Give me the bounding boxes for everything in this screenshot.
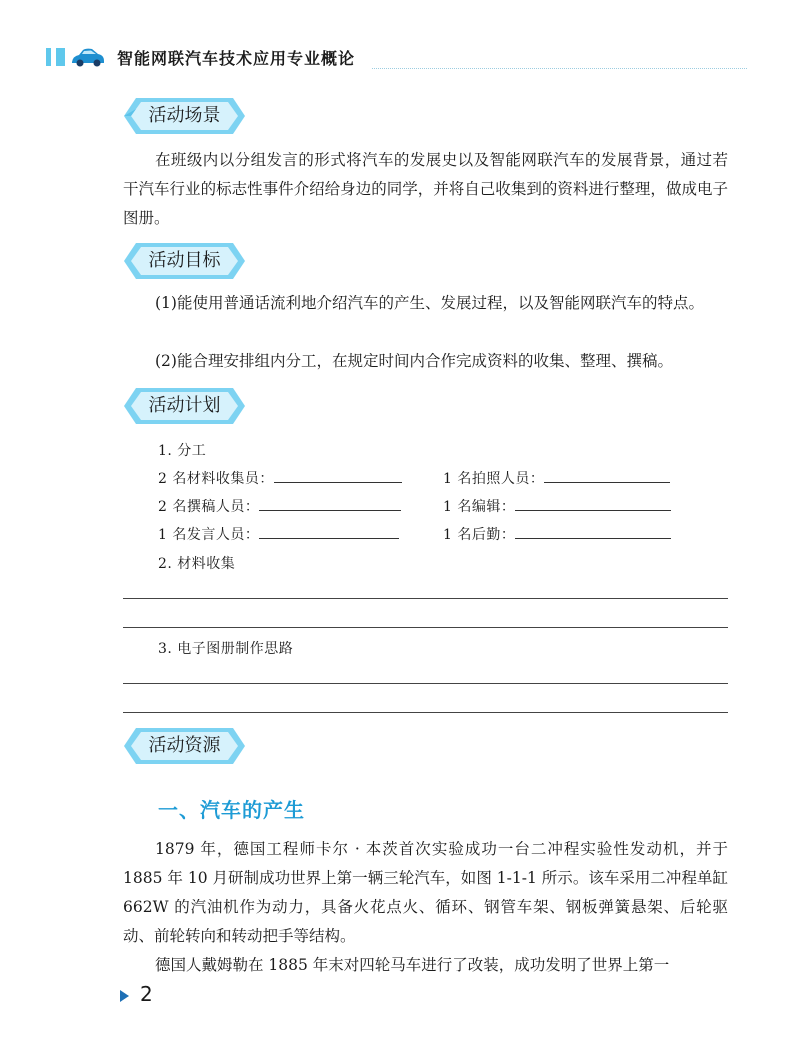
role-label: 2 名材料收集员： <box>158 471 274 487</box>
answer-line[interactable] <box>123 683 728 684</box>
body-paragraph: 1879 年，德国工程师卡尔 · 本茨首次实验成功一台二冲程实验性发动机，并于 1885 年 10 月研制成功世界上第一辆三轮汽车，如图 1-1-1 所示。该车采用二冲程单缸 662W 的汽油机作为动力，具备火花点火、循环、钢管车架、钢板弹簧悬架、后轮驱动、前轮转向和转动把手等结构。 <box>123 840 728 945</box>
car-icon <box>70 43 106 69</box>
badge-activity-goal <box>122 241 247 281</box>
fill-blank[interactable] <box>515 496 671 511</box>
role-label: 1 名编辑： <box>443 499 516 515</box>
fill-blank[interactable] <box>259 496 401 511</box>
role-label: 1 名后勤： <box>443 527 516 543</box>
role-label: 1 名拍照人员： <box>443 471 545 487</box>
role-field[interactable] <box>443 524 671 544</box>
plan-division-title: 1. 分工 <box>158 443 207 459</box>
header-rule <box>372 68 747 69</box>
page-number: 2 <box>140 982 153 1006</box>
answer-line[interactable] <box>123 598 728 599</box>
role-field[interactable] <box>443 496 671 516</box>
page-arrow-icon <box>120 990 129 1002</box>
body-paragraph: 德国人戴姆勒在 1885 年末对四轮马车进行了改装，成功发明了世界上第一 <box>155 956 670 974</box>
badge-label: 活动资源 <box>148 735 221 756</box>
role-field[interactable] <box>158 496 401 516</box>
badge-activity-plan <box>122 386 247 426</box>
page-header <box>0 0 790 80</box>
book-title: 智能网联汽车技术应用专业概论 <box>117 49 356 68</box>
role-label: 1 名发言人员： <box>158 527 260 543</box>
badge-label: 活动计划 <box>148 395 221 416</box>
fill-blank[interactable] <box>544 468 670 483</box>
badge-label: 活动目标 <box>148 250 221 271</box>
header-accent-bar <box>46 48 51 66</box>
header-accent-bar <box>56 48 65 66</box>
section-heading: 一、汽车的产生 <box>158 798 305 822</box>
plan-collect-title: 2. 材料收集 <box>158 556 236 572</box>
role-field[interactable] <box>443 468 670 488</box>
badge-activity-resource <box>122 726 247 766</box>
fill-blank[interactable] <box>515 524 671 539</box>
scene-paragraph: 在班级内以分组发言的形式将汽车的发展史以及智能网联汽车的发展背景，通过若干汽车行业的标志性事件介绍给身边的同学，并将自己收集到的资料进行整理，做成电子图册。 <box>123 151 728 227</box>
fill-blank[interactable] <box>259 524 399 539</box>
answer-line[interactable] <box>123 627 728 628</box>
role-field[interactable] <box>158 524 399 544</box>
fill-blank[interactable] <box>274 468 402 483</box>
answer-line[interactable] <box>123 712 728 713</box>
plan-ebook-title: 3. 电子图册制作思路 <box>158 641 294 657</box>
goal-item: (2)能合理安排组内分工，在规定时间内合作完成资料的收集、整理、撰稿。 <box>155 352 673 370</box>
role-field[interactable] <box>158 468 402 488</box>
role-label: 2 名撰稿人员： <box>158 499 260 515</box>
badge-label: 活动场景 <box>148 105 221 126</box>
goal-item: (1)能使用普通话流利地介绍汽车的产生、发展过程，以及智能网联汽车的特点。 <box>155 294 704 312</box>
badge-activity-scene <box>122 96 247 136</box>
